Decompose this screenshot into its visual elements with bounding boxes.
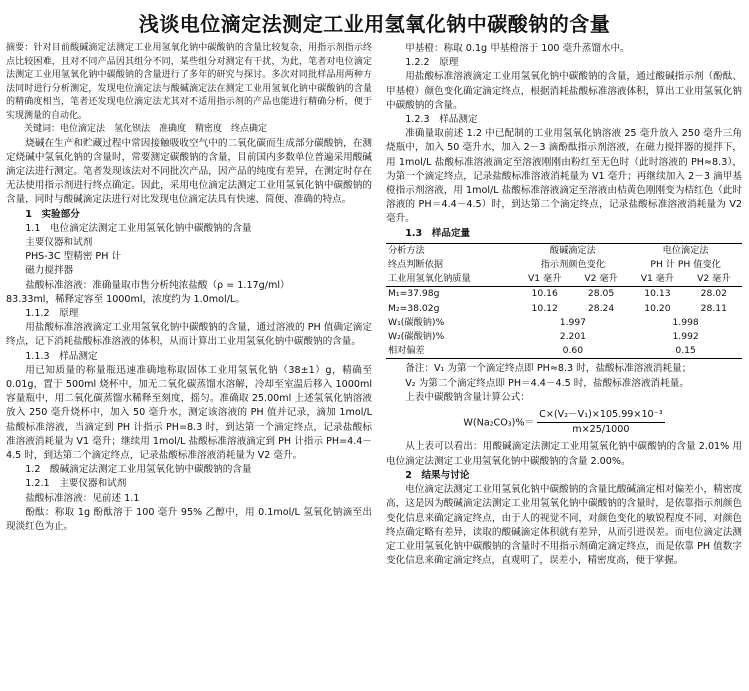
table-row: [386, 344, 742, 359]
cell-w2-pot: 1.992: [672, 331, 699, 343]
cell-acid-v1: 10.12: [531, 302, 558, 314]
note-v2: V₂ 为第二个滴定终点即 PH＝4.4－4.5 时，盐酸标准溶液消耗量。: [405, 377, 689, 389]
cell-dev-pot: 0.15: [629, 344, 742, 359]
section-1-1-3-heading: 1.1.3 样品测定: [25, 350, 98, 362]
results-table: [386, 243, 742, 360]
methyl-orange-line: 甲基橙：称取 0.1g 甲基橙溶于 100 毫升蒸馏水中。: [405, 43, 630, 54]
section-1-1-heading: 1.1 电位滴定法测定工业用氢氧化钠中碳酸钠的含量: [25, 222, 252, 234]
section-1-2-2-heading: 1.2.2 原理: [405, 57, 459, 69]
table-header-endpoint: 终点判断依据: [388, 259, 444, 271]
section-1-2-heading: 1.2 酸碱滴定法测定工业用氢氧化钠中碳酸钠的含量: [25, 464, 252, 476]
row-label: 相对偏差: [386, 344, 517, 359]
cell-w2-acid: 2.201: [559, 331, 587, 343]
row-label: W₁(碳酸钠)%: [388, 316, 445, 328]
stirrer-line: 磁力搅拌器: [25, 265, 74, 277]
cell-acid-v2: 28.24: [587, 302, 615, 314]
row-label: M₂=38.02g: [388, 302, 440, 314]
right-column: [386, 42, 742, 568]
conclusion-paragraph: 从上表可以看出：用酸碱滴定法测定工业用氢氧化钠中碳酸钠的含量 2.01% 用电位滴定法测定工业用氢氧化钠中碳酸钠的含量 2.00%。: [386, 441, 742, 467]
instruments-heading: 主要仪器和试剂: [25, 236, 93, 248]
cell-acid-v2: 28.05: [587, 288, 615, 300]
table-header-potentiometric: 电位滴定法: [629, 243, 742, 258]
section-1-2-1-heading: 1.2.1 主要仪器和试剂: [25, 478, 127, 490]
intro-paragraph: 烧碱在生产和贮藏过程中常因接触吸收空气中的二氧化碳而生成部分碳酸钠，在测定烧碱中氢氧化钠的含量时，常要测定碳酸钠的含量，目前国内多数单位普遍采用酸碱滴定法进行测定。笔者发现该法对不同批次产品，因产品的纯度有差异，在测定时存在无法使用指示剂进行终点确定。因此，采用电位滴定法测定工业用氢氧化钠中碳酸钠的含量，同时与酸碱滴定法进行对比发现电位滴定法具有快速、简便、准确的特点。: [6, 137, 372, 206]
table-header-method: 分析方法: [386, 243, 517, 258]
cell-acid-v1: 10.16: [531, 288, 558, 300]
table-header-mass: 工业用氢氧化钠质量: [386, 272, 517, 287]
section-1-1-2-heading: 1.1.2 原理: [25, 307, 79, 319]
table-row: [386, 302, 742, 316]
cell-pot-v1: 10.13: [644, 288, 671, 300]
table-header-v1-pot: V1 毫升: [629, 272, 685, 287]
principle-1-paragraph: 用盐酸标准溶液滴定工业用氢氧化钠中碳酸钠的含量，通过溶液的 PH 值确定滴定终点，记下消耗盐酸标准溶液的体积，从而计算出工业用氢氧化钠中碳酸钠的含量。: [6, 322, 372, 348]
table-row: [386, 330, 742, 344]
table-header-v1-acid: V1 毫升: [517, 272, 573, 287]
formula-intro: 上表中碳酸钠含量计算公式：: [405, 391, 530, 403]
left-column: [6, 42, 372, 534]
formula-fraction: [537, 408, 664, 437]
table-header-acid-endpoint: 指示剂颜色变化: [540, 259, 606, 271]
table-row: [386, 316, 742, 330]
section-1-2-3-heading: 1.2.3 样品测定: [405, 114, 478, 126]
ph-meter-line: PHS-3C 型精密 PH 计: [25, 251, 122, 263]
formula-numerator: C×(V₂－V₁)×105.99×10⁻³: [537, 408, 664, 423]
discussion-paragraph: 电位滴定法测定工业用氢氧化钠中碳酸钠的含量比酸碱滴定相对偏差小，精密度高，这是因为酸碱滴定法测定工业用氢氧化钠中碳酸钠的含量时，是依靠指示剂颜色变化信息来确定滴定终点，由于人的视觉不同，对颜色变化的敏锐程度不同，对颜色终点确定略有差异，读取的酸碱滴定体积就有差异，从而引进误差。而电位滴定法测定工业用氢氧化钠中碳酸钠的含量时不用指示剂确定滴定终点，而是依靠 PH 值数字变化信息来确定滴定终点，直观明了，误差小，精密度高，便于掌握。: [386, 484, 742, 567]
paper-title: 浅谈电位滴定法测定工业用氢氧化钠中碳酸钠的含量: [138, 12, 611, 36]
cell-w1-acid: 1.997: [559, 316, 587, 328]
note-v1: 备注：V₁ 为第一个滴定终点即 PH≈8.3 时，盐酸标准溶液消耗量；: [405, 363, 692, 375]
table-header-v2-pot: V2 毫升: [686, 272, 742, 287]
row-label: M₁=37.98g: [388, 288, 440, 300]
cell-dev-acid: 0.60: [517, 344, 630, 359]
formula: [386, 408, 742, 437]
sample-1-paragraph: 用已知质量的称量瓶迅速准确地称取固体工业用氢氧化钠（38±1）g，精确至 0.01g，置于 500ml 烧杯中，加无二氧化碳蒸馏水溶解，冷却至室温后移入 1000ml 容量瓶中，用二氧化碳蒸馏水稀释至刻度，摇匀。准确取 25.00ml 上述氢氧化钠溶液放入 250 毫升烧杯中，加入 50 毫升水，测定该溶液的 PH 值并记录，滴加 1mol/L 盐酸标准溶液，当滴定到 PH 计指示 PH=8.3 时，到达第一个滴定终点，记录盐酸标准溶液消耗量为 V1 毫升；继续用 1mol/L 盐酸标准溶液滴定到 PH 计指示 PH=4.4－4.5 时，到达第二个滴定终点，记录盐酸标准溶液消耗量为 V2 毫升。: [6, 364, 372, 461]
abstract: 摘要：针对目前酸碱滴定法测定工业用氢氧化钠中碳酸钠的含量比较复杂，用指示剂指示终点比较困难，且对不同产品因其组分不同，某些组分对测定有干扰，为此，笔者对电位滴定法测定工业用氢氧化钠中碳酸钠的含量进行了多年的研究与探讨。多次对同批样品用两种方法同时进行分析测定，发现电位滴定法与酸碱滴定法在测定工业用氢氧化钠中碳酸钠的含量的精确度相当，笔者还发现电位滴定法尤其对不适用指示剂的产品也能进行精确分析，便于实现测量的自动化。: [6, 43, 372, 121]
section-1-heading: 1 实验部分: [25, 208, 80, 220]
phenolphthalein-line: 酚酞：称取 1g 酚酞溶于 100 毫升 95% 乙醇中，用 0.1mol/L 氢氧化钠滴至出现淡红色为止。: [6, 506, 372, 532]
table-row: [386, 287, 742, 302]
sample-2-paragraph: 准确量取前述 1.2 中已配制的工业用氢氧化钠溶液 25 毫升放入 250 毫升三角烧瓶中，加入 50 毫升水，加入 2－3 滴酚酞指示剂溶液，在磁力搅拌器的搅拌下，用 1mol/L 盐酸标准溶液滴定至溶液刚刚由粉红至无色时（此时溶液的 PH≈8.3），为第一个滴定终点，记录盐酸标准溶液消耗量为 V1 毫升；再继续加入 2－3 滴甲基橙指示剂溶液，用 1mol/L 盐酸标准溶液滴定至溶液由桔黄色刚刚变为桔红色（此时溶液的 PH＝4.4－4.5）时，到达第二个滴定终点，记录盐酸标准溶液消耗量为 V2 毫升。: [386, 128, 742, 225]
table-header-pot-endpoint: PH 计 PH 值变化: [650, 259, 721, 271]
table-header-acid-base: 酸碱滴定法: [517, 243, 630, 258]
cell-w1-pot: 1.998: [672, 316, 699, 328]
keywords: 关键词：电位滴定法 氢化钡法 准确度 精密度 终点确定: [24, 124, 268, 134]
hcl-solution-2-line: 盐酸标准溶液：见前述 1.1: [25, 492, 140, 504]
hcl-solution-line-a: 盐酸标准溶液：准确量取市售分析纯浓盐酸（ρ = 1.17g/ml）: [25, 279, 290, 291]
formula-denominator: m×25/1000: [572, 424, 630, 436]
cell-pot-v2: 28.02: [700, 288, 727, 300]
principle-2-paragraph: 用盐酸标准溶液滴定工业用氢氧化钠中碳酸钠的含量，通过酸碱指示剂（酚酞、甲基橙）颜色变化确定滴定终点，根据消耗盐酸标准溶液体积，算出工业用氢氧化钠中碳酸钠的含量。: [386, 71, 742, 111]
cell-pot-v2: 28.11: [700, 302, 727, 314]
formula-lhs: W(Na₂CO₃)%＝: [463, 417, 535, 429]
section-2-heading: 2 结果与讨论: [405, 469, 470, 481]
row-label: W₂(碳酸钠)%: [388, 331, 445, 343]
cell-pot-v1: 10.20: [644, 302, 671, 314]
hcl-solution-line-b: 83.33ml，稀释定容至 1000ml，浓度约为 1.0mol/L。: [6, 293, 245, 305]
section-1-3-heading: 1.3 样品定量: [405, 227, 471, 239]
table-header-v2-acid: V2 毫升: [573, 272, 629, 287]
